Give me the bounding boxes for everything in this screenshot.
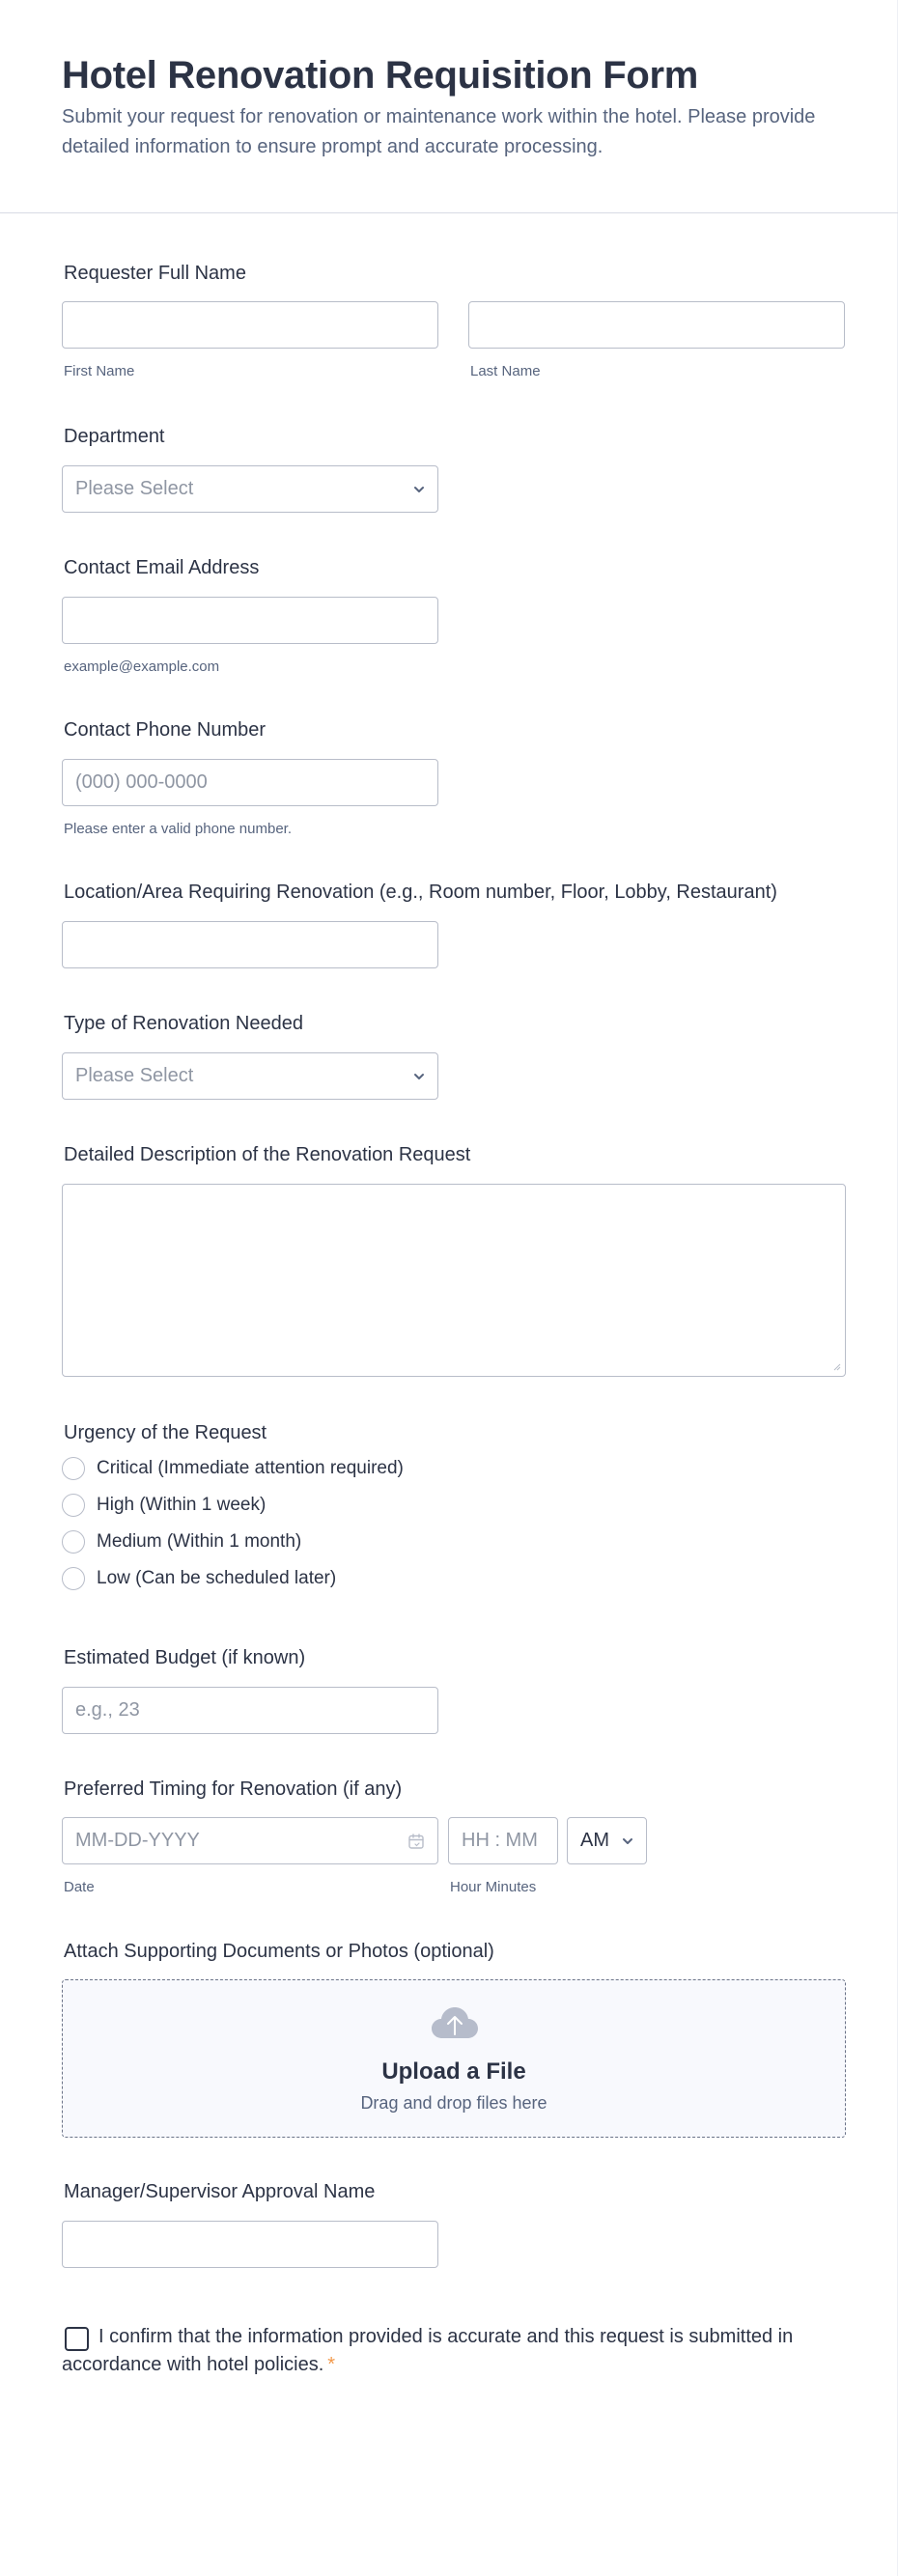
date-input[interactable]: [62, 1817, 438, 1864]
location-input[interactable]: [62, 921, 438, 968]
cloud-upload-icon: [431, 2005, 479, 2040]
renovation-type-label: Type of Renovation Needed: [64, 1013, 303, 1034]
approval-input[interactable]: [62, 2221, 438, 2268]
phone-field: [62, 718, 438, 838]
renovation-type-selected-value: Please Select: [75, 1065, 194, 1086]
description-field: [62, 1143, 846, 1377]
budget-label: Estimated Budget (if known): [64, 1647, 306, 1668]
budget-field: [62, 1646, 438, 1734]
urgency-option-medium[interactable]: [62, 1524, 404, 1560]
last-name-sublabel: Last Name: [470, 363, 541, 379]
timing-label: Preferred Timing for Renovation (if any): [64, 1778, 403, 1800]
full-name-field: [62, 262, 246, 285]
department-label: Department: [64, 426, 165, 447]
location-label: Location/Area Requiring Renovation (e.g., Room number, Floor, Lobby, Restaurant): [64, 882, 777, 903]
consent-text: [62, 2323, 796, 2379]
upload-title: Upload a File: [381, 2058, 526, 2085]
budget-input[interactable]: e.g., 23: [62, 1687, 438, 1734]
radio-label: Low (Can be scheduled later): [97, 1568, 337, 1588]
phone-input[interactable]: (000) 000-0000: [62, 759, 438, 806]
chevron-down-icon: [412, 1070, 426, 1083]
urgency-option-low[interactable]: [62, 1560, 404, 1597]
required-asterisk: *: [327, 2354, 336, 2375]
description-label: Detailed Description of the Renovation Request: [64, 1144, 471, 1165]
last-name-input[interactable]: [468, 301, 845, 349]
radio-button[interactable]: [62, 1567, 85, 1590]
last-name-group: [468, 301, 845, 380]
ampm-selected-value: AM: [580, 1830, 609, 1851]
email-field: [62, 556, 438, 676]
radio-label: Medium (Within 1 month): [97, 1531, 302, 1552]
date-group: [62, 1817, 438, 1896]
ampm-group: [567, 1817, 647, 1864]
radio-button[interactable]: [62, 1530, 85, 1554]
date-placeholder: MM-DD-YYYY: [75, 1830, 200, 1851]
time-sublabel: Hour Minutes: [450, 1879, 537, 1895]
upload-subtitle: Drag and drop files here: [360, 2093, 547, 2113]
full-name-label: Requester Full Name: [64, 263, 246, 284]
form-description: Submit your request for renovation or maintenance work within the hotel. Please provide detailed information to ensure prompt and accurate processing.: [62, 106, 816, 157]
calendar-icon[interactable]: [407, 1833, 425, 1850]
phone-sublabel: Please enter a valid phone number.: [64, 821, 292, 837]
urgency-option-critical[interactable]: [62, 1450, 404, 1487]
department-field: [62, 425, 438, 513]
email-sublabel: example@example.com: [64, 658, 220, 675]
time-group: [448, 1817, 558, 1896]
page-title: Hotel Renovation Requisition Form: [62, 54, 699, 97]
radio-button[interactable]: [62, 1494, 85, 1517]
phone-label: Contact Phone Number: [64, 719, 267, 741]
chevron-down-icon: [412, 483, 426, 496]
chevron-down-icon: [621, 1834, 634, 1848]
email-input[interactable]: [62, 597, 438, 644]
radio-label: Critical (Immediate attention required): [97, 1458, 404, 1478]
first-name-group: [62, 301, 438, 380]
attachments-field: [62, 1940, 494, 1963]
date-sublabel: Date: [64, 1879, 95, 1895]
first-name-input[interactable]: [62, 301, 438, 349]
first-name-sublabel: First Name: [64, 363, 135, 379]
resize-handle-icon[interactable]: [831, 1361, 841, 1371]
file-upload-dropzone[interactable]: [62, 1979, 846, 2138]
renovation-type-field: [62, 1012, 438, 1100]
email-label: Contact Email Address: [64, 557, 260, 578]
approval-label: Manager/Supervisor Approval Name: [64, 2181, 376, 2202]
consent-label: I confirm that the information provided is accurate and this request is submitted in accordance with hotel policies.: [62, 2326, 794, 2375]
location-field: [62, 881, 777, 968]
urgency-field: [62, 1421, 404, 1597]
description-textarea[interactable]: [62, 1184, 846, 1377]
attachments-label: Attach Supporting Documents or Photos (optional): [64, 1941, 494, 1962]
renovation-type-select[interactable]: [62, 1052, 438, 1100]
approval-field: [62, 2180, 438, 2268]
department-select[interactable]: [62, 465, 438, 513]
department-selected-value: Please Select: [75, 478, 194, 499]
urgency-option-high[interactable]: [62, 1487, 404, 1524]
timing-field: [62, 1778, 402, 1801]
ampm-select[interactable]: [567, 1817, 647, 1864]
radio-button[interactable]: [62, 1457, 85, 1480]
radio-label: High (Within 1 week): [97, 1495, 267, 1515]
time-input[interactable]: HH : MM: [448, 1817, 558, 1864]
urgency-label: Urgency of the Request: [64, 1422, 267, 1443]
form-header: [0, 0, 898, 213]
urgency-radio-group: [62, 1450, 404, 1597]
